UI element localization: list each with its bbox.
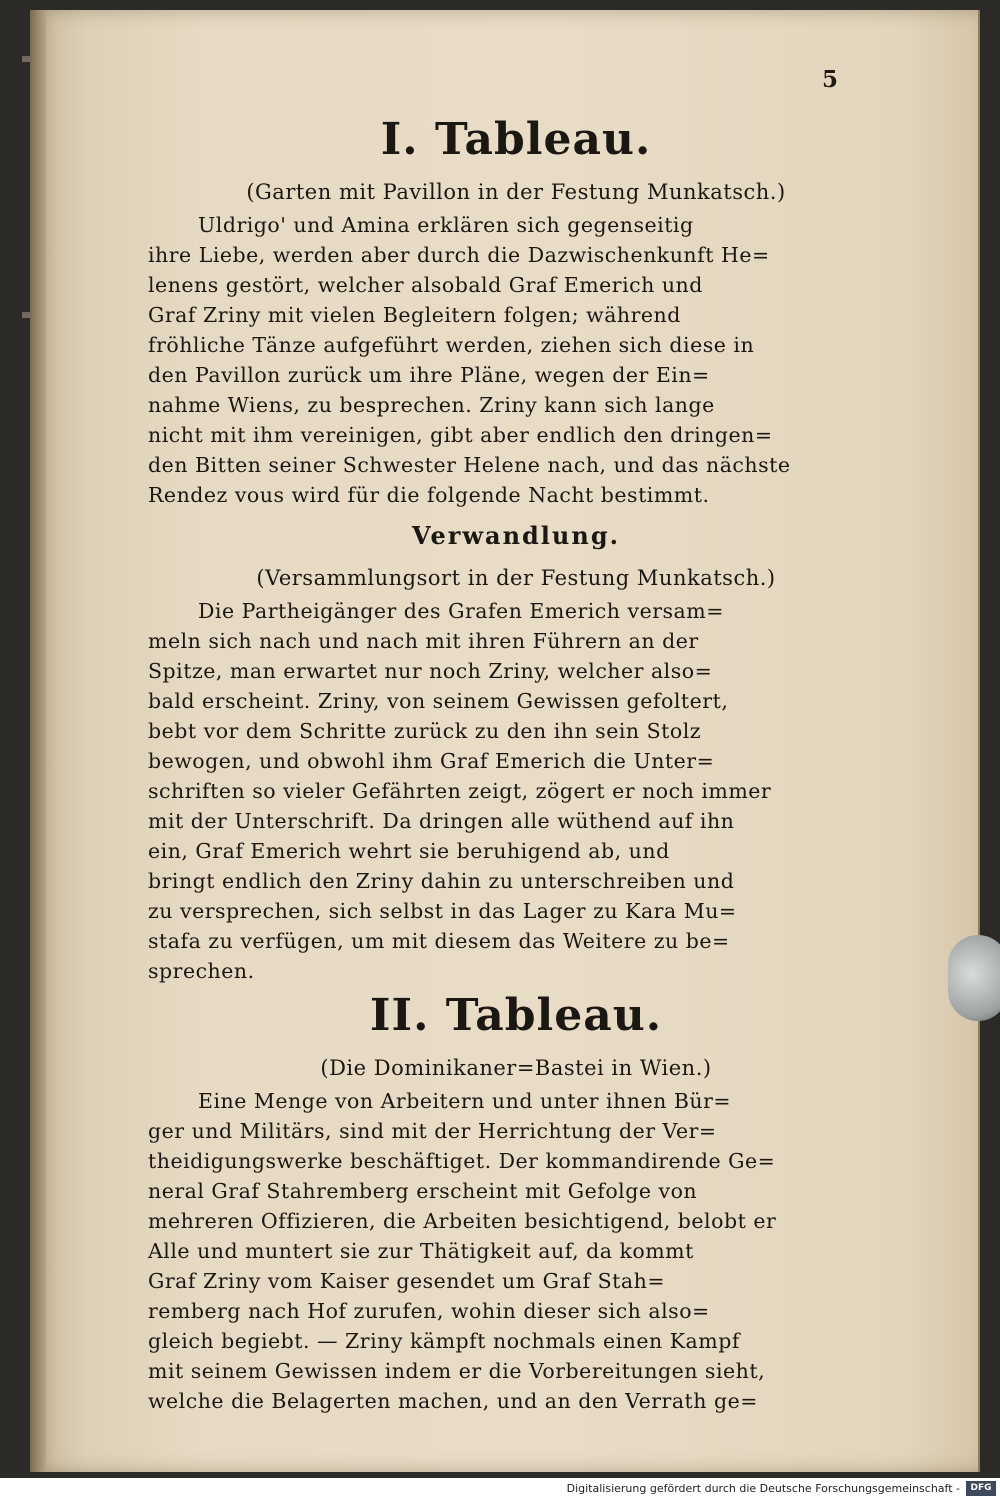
verwandlung-paragraph [148,596,884,986]
tableau-1-paragraph [148,210,884,510]
text-line: lenens gestört, welcher alsobald Graf Emerich und [148,273,703,297]
text-line: ihre Liebe, werden aber durch die Dazwischenkunft He= [148,243,770,267]
text-line: bald erscheint. Zriny, von seinem Gewissen gefoltert, [148,689,729,713]
text-line: welche die Belagerten machen, und an den Verrath ge= [148,1389,758,1413]
text-line: bebt vor dem Schritte zurück zu den ihn sein Stolz [148,719,702,743]
page-text [148,110,884,1416]
text-line: nahme Wiens, zu besprechen. Zriny kann sich lange [148,393,715,417]
verwandlung-heading: Verwandlung. [412,521,620,550]
text-line: mit der Unterschrift. Da dringen alle wüthend auf ihn [148,809,735,833]
digitization-footer [0,1478,1000,1501]
text-line: meln sich nach und nach mit ihren Führern an der [148,629,699,653]
text-line: bringt endlich den Zriny dahin zu unterschreiben und [148,869,735,893]
dfg-logo: DFG [966,1481,996,1496]
text-line: den Pavillon zurück um ihre Pläne, wegen der Ein= [148,363,710,387]
tableau-2-stage-direction: (Die Dominikaner=Bastei in Wien.) [320,1056,712,1080]
text-line: zu versprechen, sich selbst in das Lager zu Kara Mu= [148,899,737,923]
text-line: theidigungswerke beschäftiget. Der kommandirende Ge= [148,1149,776,1173]
text-line: stafa zu verfügen, um mit diesem das Weitere zu be= [148,929,730,953]
tableau-2-paragraph [148,1086,884,1416]
verwandlung-stage-direction: (Versammlungsort in der Festung Munkatsch.) [256,566,776,590]
text-line: Spitze, man erwartet nur noch Zriny, welcher also= [148,659,713,683]
text-line: Die Partheigänger des Grafen Emerich versam= [198,599,724,623]
page-gutter [30,10,46,1472]
page-thumb-tab [948,935,1000,1021]
page-number: 5 [821,66,838,93]
tableau-1-heading: I. Tableau. [380,114,652,165]
book-page [30,10,980,1472]
tableau-2-heading: II. Tableau. [369,990,663,1041]
text-line: neral Graf Stahremberg erscheint mit Gefolge von [148,1179,698,1203]
text-line: schriften so vieler Gefährten zeigt, zögert er noch immer [148,779,772,803]
tableau-1-stage-direction: (Garten mit Pavillon in der Festung Munkatsch.) [246,180,786,204]
text-line: Alle und muntert sie zur Thätigkeit auf, da kommt [148,1239,694,1263]
text-line: remberg nach Hof zurufen, wohin dieser sich also= [148,1299,710,1323]
text-line: mehreren Offizieren, die Arbeiten besichtigend, belobt er [148,1209,777,1233]
text-line: gleich begiebt. — Zriny kämpft nochmals einen Kampf [148,1329,740,1353]
text-line: mit seinem Gewissen indem er die Vorbereitungen sieht, [148,1359,766,1383]
text-line: ein, Graf Emerich wehrt sie beruhigend ab, und [148,839,670,863]
text-line: sprechen. [148,959,255,983]
text-line: Uldrigo' und Amina erklären sich gegenseitig [198,213,694,237]
text-line: Rendez vous wird für die folgende Nacht bestimmt. [148,483,710,507]
text-line: fröhliche Tänze aufgeführt werden, ziehen sich diese in [148,333,755,357]
text-line: bewogen, und obwohl ihm Graf Emerich die Unter= [148,749,715,773]
text-line: den Bitten seiner Schwester Helene nach, und das nächste [148,453,791,477]
footer-credit-text: Digitalisierung gefördert durch die Deutsche Forschungsgemeinschaft - [566,1482,960,1495]
text-line: Graf Zriny mit vielen Begleitern folgen; während [148,303,681,327]
text-line: nicht mit ihm vereinigen, gibt aber endlich den dringen= [148,423,773,447]
text-line: Eine Menge von Arbeitern und unter ihnen Bür= [198,1089,732,1113]
text-line: Graf Zriny vom Kaiser gesendet um Graf Stah= [148,1269,666,1293]
text-line: ger und Militärs, sind mit der Herrichtung der Ver= [148,1119,717,1143]
